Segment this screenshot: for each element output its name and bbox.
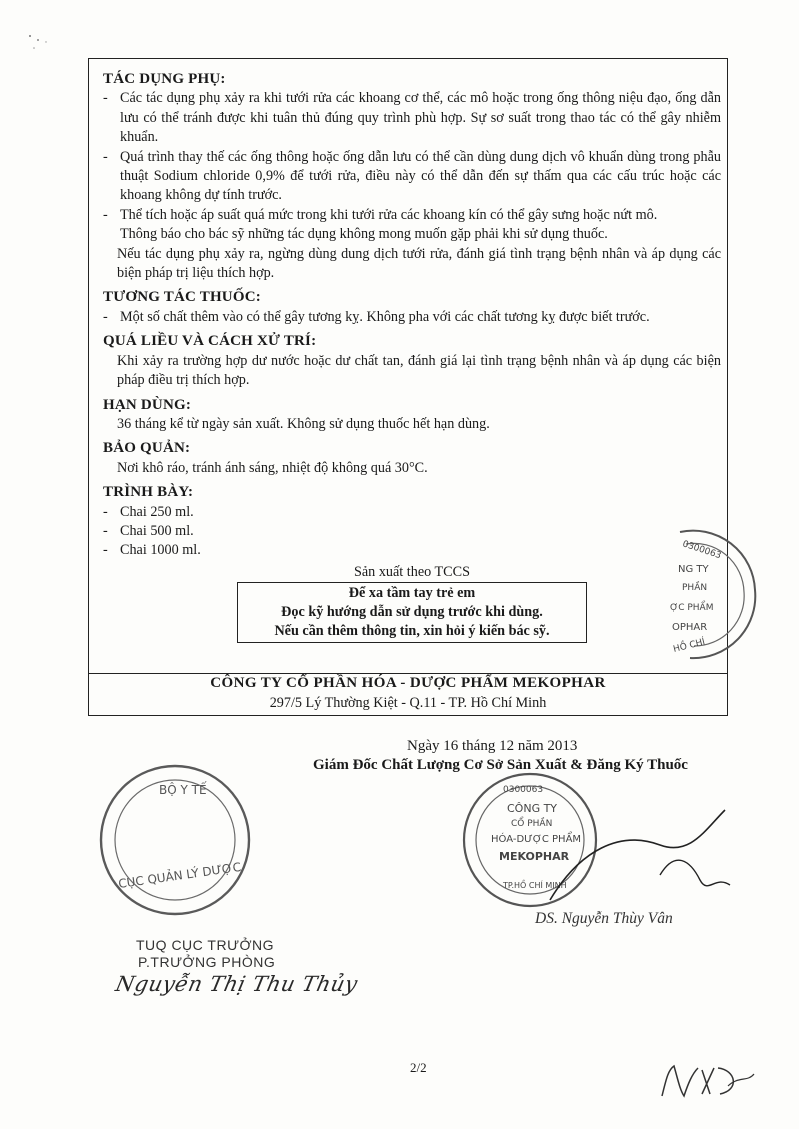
edge-stamp-line: HỒ CHÍ xyxy=(672,637,707,655)
interaction-item: - Một số chất thêm vào có thể gây tương kỵ. Không pha với các chất tương kỵ được biết trước. xyxy=(103,308,650,325)
interactions-heading: TƯƠNG TÁC THUỐC: xyxy=(103,289,261,306)
director-signature xyxy=(540,790,740,920)
warning-line: Để xa tầm tay trẻ em xyxy=(348,585,476,602)
company-name: CÔNG TY CỔ PHẦN HÓA - DƯỢC PHẨM MEKOPHAR xyxy=(210,675,606,691)
company-stamp-code: 0300063 xyxy=(503,785,544,795)
side-effect-item: - Các tác dụng phụ xảy ra khi tưới rửa các khoang cơ thể, các mô hoặc trong ống thông niệu đạo, ống dẫn lưu có thể tránh được khi tuân thủ đúng quy trình phù hợp. Sự sơ suất trong thao tác có thể gây nhiễm khuẩn. xyxy=(103,90,721,146)
expiry-text: 36 tháng kể từ ngày sản xuất. Không sử dụng thuốc hết hạn dùng. xyxy=(117,415,490,432)
edge-stamp-line: ỢC PHẨM xyxy=(670,603,714,613)
director-title: Giám Đốc Chất Lượng Cơ Sở Sản Xuất & Đăng Ký Thuốc xyxy=(313,757,688,773)
side-effect-item: - Quá trình thay thế các ống thông hoặc ống dẫn lưu có thể cần dùng dung dịch vô khuẩn dùng trong phẫu thuật Sodium chloride 0,9% để tưới rửa, điều này có thể dẫn đến sự thấm qua các cấu trúc hoặc các khoang không dự tính trước. xyxy=(103,148,721,204)
company-address: 297/5 Lý Thường Kiệt - Q.11 - TP. Hồ Chí Minh xyxy=(269,695,547,711)
department-signature: Nguyễn Thị Thu Thủy xyxy=(113,972,360,996)
footer-divider xyxy=(88,673,728,674)
ministry-stamp-bottom: CỤC QUẢN LÝ DƯỢC xyxy=(117,859,242,891)
warning-box xyxy=(237,582,587,643)
company-stamp-line: CÔNG TY xyxy=(507,802,558,815)
warning-line: Nếu cần thêm thông tin, xin hỏi ý kiến bác sỹ. xyxy=(274,623,550,640)
edge-stamp xyxy=(660,520,770,670)
edge-stamp-line: OPHAR xyxy=(672,622,708,633)
storage-heading: BẢO QUẢN: xyxy=(103,440,191,457)
director-name: DS. Nguyễn Thùy Vân xyxy=(535,910,673,927)
presentation-heading: TRÌNH BÀY: xyxy=(103,484,194,501)
manufacturing-standard: Sản xuất theo TCCS xyxy=(353,563,470,580)
edge-stamp-code: 0300063 xyxy=(681,539,723,562)
company-stamp-line: CỔ PHẦN xyxy=(511,819,553,829)
ministry-stamp xyxy=(95,760,255,920)
side-effects-notice: Thông báo cho bác sỹ những tác dụng không mong muốn gặp phải khi sử dụng thuốc. xyxy=(120,226,608,243)
leaflet-content xyxy=(103,70,721,643)
storage-text: Nơi khô ráo, tránh ánh sáng, nhiệt độ không quá 30°C. xyxy=(117,459,428,476)
side-effects-action: Nếu tác dụng phụ xảy ra, ngừng dùng dung dịch tưới rửa, đánh giá tình trạng bệnh nhân và áp dụng các biện pháp trị liệu thích hợp. xyxy=(117,245,721,282)
warning-line: Đọc kỹ hướng dẫn sử dụng trước khi dùng. xyxy=(281,604,543,621)
overdose-heading: QUÁ LIỀU VÀ CÁCH XỬ TRÍ: xyxy=(103,333,317,350)
edge-stamp-line: NG TY xyxy=(678,564,709,575)
presentation-item: - Chai 500 ml. xyxy=(103,522,194,539)
page-number: 2/2 xyxy=(410,1060,427,1075)
side-effect-item: - Thể tích hoặc áp suất quá mức trong khi tưới rửa các khoang kín có thể gây sưng hoặc nứt mô. xyxy=(103,206,658,223)
department-title: TUQ CỤC TRƯỞNG xyxy=(136,937,275,953)
initials-mark xyxy=(658,1060,758,1105)
presentation-item: - Chai 250 ml. xyxy=(103,503,194,520)
side-effects-heading: TÁC DỤNG PHỤ: xyxy=(103,71,226,87)
overdose-text: Khi xảy ra trường hợp dư nước hoặc dư chất tan, đánh giá lại tình trạng bệnh nhân và áp dụng các biện pháp điều trị thích hợp. xyxy=(117,352,721,389)
presentation-item: - Chai 1000 ml. xyxy=(103,542,201,559)
expiry-heading: HẠN DÙNG: xyxy=(103,396,192,413)
company-stamp-line: HÓA-DƯỢC PHẨM xyxy=(491,834,582,845)
scan-speckles xyxy=(20,30,60,70)
company-stamp-line: TP.HỒ CHÍ MINH xyxy=(503,881,567,890)
department-subtitle: P.TRƯỞNG PHÒNG xyxy=(138,954,276,970)
edge-stamp-line: PHẦN xyxy=(682,583,708,593)
signing-date: Ngày 16 tháng 12 năm 2013 xyxy=(407,738,578,754)
ministry-stamp-top: BỘ Y TẾ xyxy=(159,783,207,797)
company-stamp-line: MEKOPHAR xyxy=(499,850,570,863)
